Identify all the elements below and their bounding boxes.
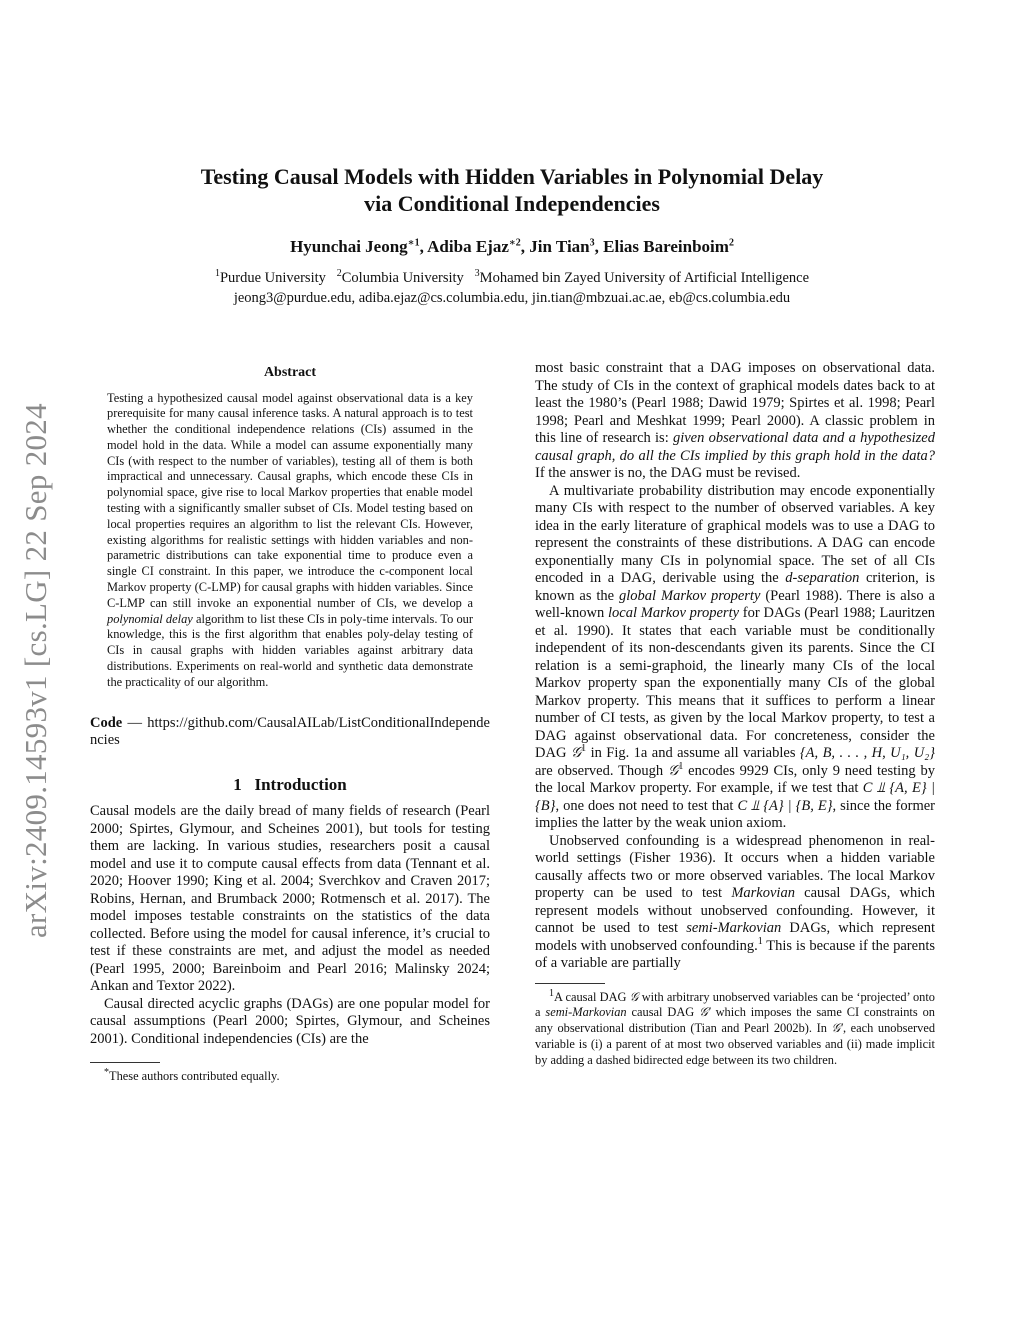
math-ci-1: C ⫫ {A, E} | {B} — [535, 780, 935, 814]
author-2: Adiba Ejaz — [427, 237, 509, 256]
left-column — [90, 360, 490, 1085]
text-run: , since the former implies the latter by the weak union axiom. — [535, 797, 935, 831]
text-run: (Pearl 1988). There is also a well-known — [535, 587, 935, 621]
text-run: Unobserved confounding is a widespread phenomenon in real-world settings (Fisher 1936). It occurs when a hidden variable causally affects two or more observed variables. The local Markov property can be used to test — [535, 832, 935, 901]
author-emails: jeong3@purdue.edu, adiba.ejaz@cs.columbia.edu, jin.tian@mbzuai.ac.ae, eb@cs.columbia.edu — [233, 290, 791, 306]
abstract-emphasis: polynomial delay — [107, 611, 193, 626]
text-run: most basic constraint that a DAG imposes on observational data. The study of CIs in the context of graphical models dates back to at least the 1980’s (Pearl 1988; Dawid 1979; Spirtes et al. 1998; Pearl 1998; Pearl and Meshkat 1999; Pearl 2000). A classic problem in this line of research is: — [535, 360, 935, 446]
footnote-text: These authors contributed equally. — [109, 1069, 280, 1084]
text-run: causal DAG — [626, 1005, 700, 1020]
section-number: 1 — [233, 774, 242, 794]
emphasis-run: Markovian — [731, 885, 795, 901]
code-url[interactable]: https://github.com/CausalAILab/ListConditionalIndependencies — [90, 714, 490, 749]
text-run: encodes 9929 CIs, only 9 need testing by the local Markov property. For example, if we test that — [535, 762, 935, 796]
affil-3-marker: 3 — [474, 268, 480, 280]
text-run: with arbitrary unobserved variables can be ‘projected’ onto a — [535, 989, 935, 1020]
right-paragraph-1 — [535, 360, 935, 483]
math-variables: {A, B, . . . , H, U₁, U₂} — [799, 745, 935, 761]
right-paragraph-3 — [535, 833, 935, 973]
footnote-reference: 1 — [757, 935, 763, 947]
abstract-part-1: Testing a hypothesized causal model against observational data is a key prerequisite for many causal inference tasks. A natural approach is to test whether the conditional independence relations (CIs) assumed in the model hold in the data. While a model can assume exponentially many CIs (with respect to the number of variables), testing all of them is both impractical and unnecessary. Causal graphs, which encode these CIs in polynomial space, give rise to local Markov properties that enable model testing with a significantly smaller subset of CIs. Model testing based on local properties requires an algorithm to list the relevant CIs. However, existing algorithms for realistic settings with hidden variables and non-parametric distributions can take exponential time to produce even a single CI constraint. In this paper, we introduce the c-component local Markov property (C-LMP) for causal graphs with hidden variables. Since C-LMP can still invoke an exponential number of CIs, we develop a — [107, 390, 473, 610]
graph-symbol: 𝒢′ — [831, 1021, 843, 1036]
emphasis-run: semi-Markovian — [545, 1005, 627, 1020]
emphasis-run: global Markov property — [619, 587, 761, 604]
emphasis-run: given observational data and a hypothesized causal graph, do all the CIs implied by this graph hold in the data? — [535, 430, 935, 464]
affil-2: Columbia University — [341, 270, 464, 286]
intro-paragraph-1: Causal models are the daily bread of many fields of research (Pearl 2000; Spirtes, Glymour, and Scheines 2001), but tools for testing them are lacking. In various studies, researchers posit a causal model and use it to compute causal effects from data (Tennant et al. 2020; Hoover 1990; King et al. 2004; Sverchkov and Craven 2017; Robins, Hernan, and Brumback 2000; Rotmensch et al. 2017). The model imposes testable constraints on the statistics of the data collected. Before using the model for causal inference, it’s crucial to test if these constraints are met, and adjust the model as needed (Pearl 1995, 2000; Bareinboim and Pearl 2016; Malinsky 2024; Ankan and Textor 2022). — [90, 803, 490, 995]
footnote-mark: * — [104, 1067, 109, 1079]
author-2-marker: ∗2 — [508, 237, 521, 249]
section-heading-introduction — [90, 776, 490, 794]
author-1-marker: ∗1 — [407, 237, 420, 249]
affil-1: Purdue University — [219, 270, 326, 286]
code-dash: — — [122, 714, 148, 731]
affil-2-marker: 2 — [336, 268, 342, 280]
affiliations — [120, 268, 904, 308]
author-3: Jin Tian — [529, 237, 590, 256]
footnote-divider — [535, 983, 605, 984]
author-3-marker: 3 — [589, 237, 595, 249]
graph-symbol: 𝒢 — [668, 762, 679, 779]
footnote-mark: 1 — [549, 987, 554, 999]
text-run: which imposes the same CI constraints on any observational distribution (Tian and Pearl 2002b). In — [535, 1005, 935, 1036]
abstract-text — [107, 391, 473, 691]
title-line-1: Testing Causal Models with Hidden Variables in Polynomial Delay — [200, 164, 824, 189]
graph-symbol: 𝒢 — [570, 745, 582, 761]
affil-3: Mohamed bin Zayed University of Artificial Intelligence — [479, 270, 810, 286]
text-run: for DAGs (Pearl 1988; Lauritzen et al. 1990). It states that each variable must be conditionally independent of its non-descendants given its parents. Since the CI relation is a semi-graphoid, the linearly many CIs of the local Markov property span the exponentially many CIs of the global Markov property. This means that it suffices to perform a linear number of CI tests, as given by the local Markov property, to test a DAG against observational data. For concreteness, consider the DAG — [535, 605, 936, 761]
text-run: criterion, is known as the — [535, 570, 936, 604]
right-paragraph-2 — [535, 483, 935, 833]
code-label: Code — [90, 714, 123, 731]
text-run: , one does not need to test that — [555, 797, 738, 814]
text-run: are observed. Though — [535, 762, 668, 779]
math-ci-2: C ⫫ {A} | {B, E} — [737, 797, 833, 814]
intro-paragraph-2: Causal directed acyclic graphs (DAGs) are one popular model for causal assumptions (Pearl 2000; Spirtes, Glymour, and Scheines 2001). Conditional independencies (CIs) are the — [90, 995, 490, 1047]
affil-1-marker: 1 — [214, 268, 220, 280]
text-run: , each unobserved variable is (i) a parent of at most two observed variables and (ii) made implicit by adding a dashed bidirected edge between its two children. — [535, 1021, 936, 1067]
text-run: If the answer is no, the DAG must be revised. — [535, 465, 801, 481]
right-column — [535, 360, 935, 1068]
code-link — [90, 715, 490, 750]
paper-title — [120, 163, 904, 217]
author-4-marker: 2 — [728, 237, 734, 249]
arxiv-identifier: arXiv:2409.14593v1 [cs.LG] 22 Sep 2024 — [18, 403, 53, 938]
text-run: causal DAGs, which represent models without unobserved confounding. However, it cannot be used to test — [535, 885, 935, 936]
graph-symbol: 𝒢 — [629, 989, 639, 1004]
author-1: Hyunchai Jeong — [290, 237, 408, 256]
affiliation-line — [120, 268, 904, 288]
section-title: Introduction — [254, 774, 347, 794]
text-run: This is because if the parents of a variable are partially — [535, 937, 935, 971]
author-list: Hyunchai Jeong$^{∗1}$, Adiba Ejaz$^{∗2}$, Jin Tian$^3$, Elias Bareinboim$^2$ — [290, 237, 734, 256]
text-run: A multivariate probability distribution may encode exponentially many CIs with respect to the number of observed variables. A key idea in the early literature of graphical models was to use a DAG to represent the constraints of these distributions. A DAG can encode exponentially many CIs in polynomial space. The set of all CIs encoded in a DAG, derivable using the — [535, 482, 935, 586]
author-4: Elias Bareinboim — [603, 237, 729, 256]
emphasis-run: d-separation — [785, 570, 860, 586]
text-run: in Fig. 1a and assume all variables — [586, 745, 800, 761]
abstract-heading: Abstract — [263, 365, 317, 380]
emphasis-run: local Markov property — [608, 605, 740, 621]
footnote-projection — [535, 987, 936, 1069]
text-run: DAGs, which represent models with unobserved confounding. — [535, 920, 935, 954]
title-line-2: via Conditional Independencies — [364, 191, 660, 216]
emphasis-run: semi-Markovian — [686, 920, 782, 936]
graph-symbol: 𝒢′ — [699, 1005, 711, 1020]
footnote-equal-contribution — [90, 1069, 490, 1085]
graph-index: 1 — [581, 743, 587, 755]
graph-index: 1 — [678, 760, 684, 772]
footnote-divider — [90, 1062, 160, 1063]
abstract-part-2: algorithm to list these CIs in poly-time intervals. To our knowledge, this is the first algorithm that enables poly-delay testing of CIs in causal graphs with hidden variables against arbitrary data distributions. Experiments on real-world and synthetic data demonstrate the practicality of our algorithm. — [107, 611, 473, 689]
text-run: A causal DAG — [554, 989, 630, 1004]
